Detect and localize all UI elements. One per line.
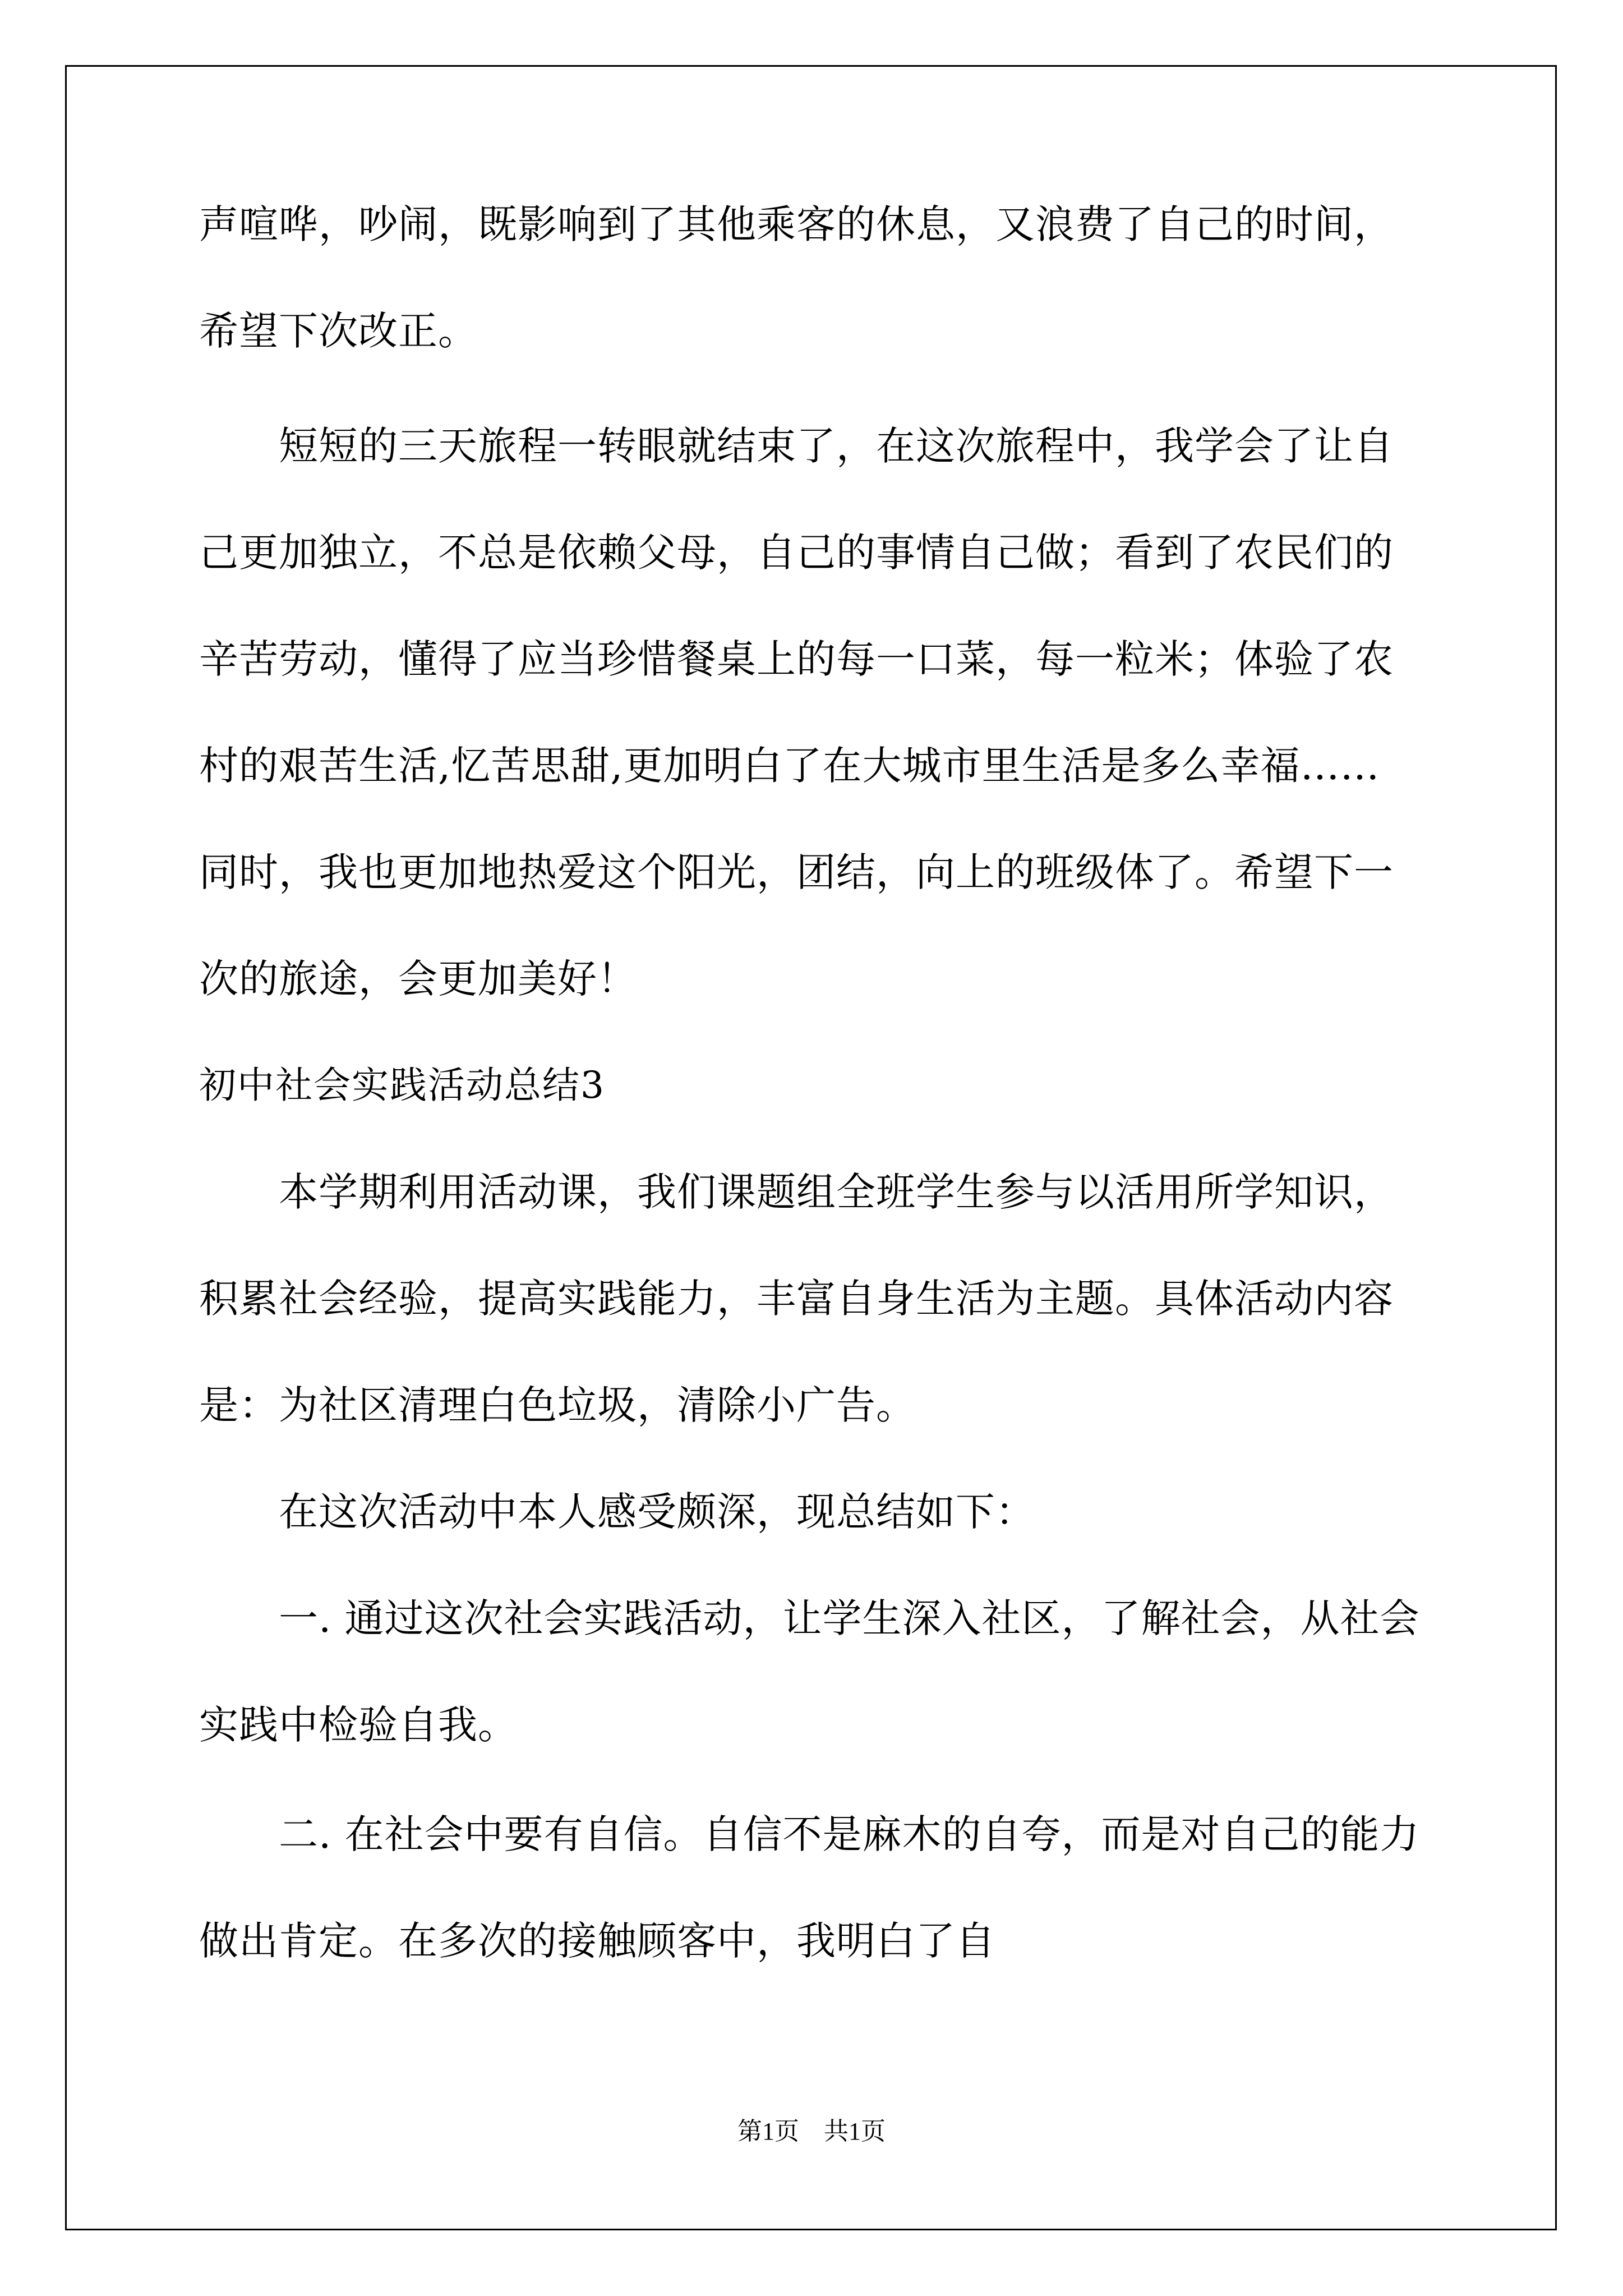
text-line: 次的旅途，会更加美好！ bbox=[199, 956, 637, 1002]
text-line: 村的艰苦生活,忆苦思甜,更加明白了在大城市里生活是多么幸福…… bbox=[199, 743, 1380, 789]
text-line: 同时，我也更加地热爱这个阳光，团结，向上的班级体了。希望下一 bbox=[199, 849, 1394, 895]
text-line: 二. 在社会中要有自信。自信不是麻木的自夸，而是对自己的能力 bbox=[199, 1811, 1420, 1857]
page-number-footer: 第1页 共1页 bbox=[737, 2118, 886, 2145]
text-line: 声喧哗，吵闹，既影响到了其他乘客的休息，又浪费了自己的时间， bbox=[199, 201, 1394, 247]
text-line: 己更加独立，不总是依赖父母，自己的事情自己做；看到了农民们的 bbox=[199, 530, 1394, 576]
text-line: 实践中检验自我。 bbox=[199, 1702, 518, 1748]
text-line: 辛苦劳动，懂得了应当珍惜餐桌上的每一口菜，每一粒米；体验了农 bbox=[199, 636, 1394, 682]
text-line: 希望下次改正。 bbox=[199, 308, 478, 354]
text-line: 一. 通过这次社会实践活动，让学生深入社区，了解社会，从社会 bbox=[199, 1595, 1420, 1641]
text-line: 本学期利用活动课，我们课题组全班学生参与以活用所学知识， bbox=[199, 1169, 1394, 1215]
text-line: 是：为社区清理白色垃圾，清除小广告。 bbox=[199, 1382, 916, 1428]
page-border bbox=[65, 65, 1557, 2230]
text-line: 做出肯定。在多次的接触顾客中，我明白了自 bbox=[199, 1918, 995, 1964]
text-line: 短短的三天旅程一转眼就结束了，在这次旅程中，我学会了让自 bbox=[199, 423, 1394, 469]
text-line: 在这次活动中本人感受颇深，现总结如下： bbox=[199, 1489, 1035, 1535]
text-line: 积累社会经验，提高实践能力，丰富自身生活为主题。具体活动内容 bbox=[199, 1276, 1394, 1322]
section-heading: 初中社会实践活动总结3 bbox=[199, 1064, 605, 1107]
